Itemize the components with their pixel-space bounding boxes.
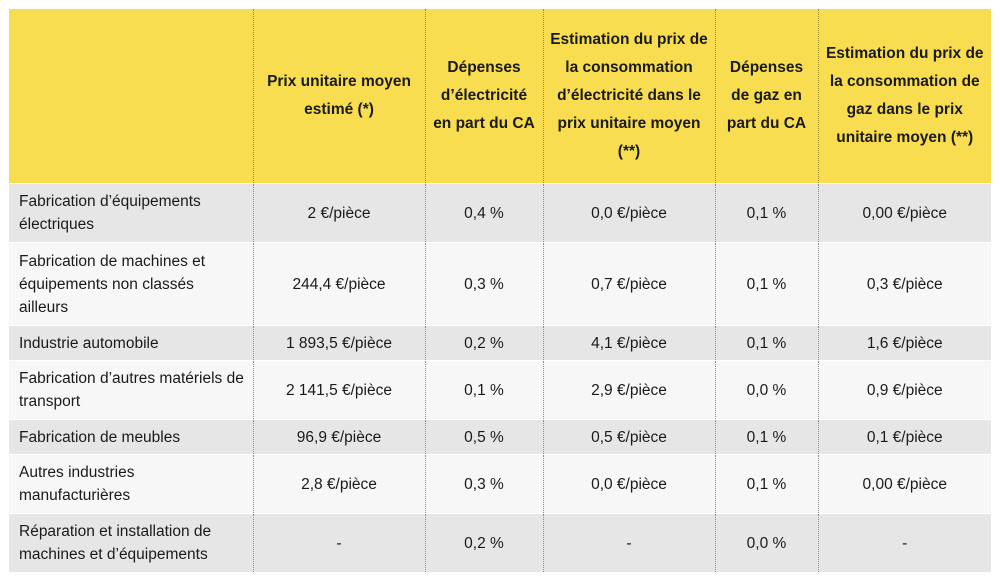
- gas-cost-cell: 1,6 €/pièce: [818, 326, 991, 361]
- unit-price-cell: 1 893,5 €/pièce: [253, 326, 425, 361]
- gas-cost-cell: 0,1 €/pièce: [818, 420, 991, 455]
- electricity-cost-cell: 0,0 €/pièce: [543, 184, 715, 243]
- header-cell-gas-share: Dépenses de gaz en part du CA: [715, 9, 818, 184]
- data-table: [9, 9, 991, 572]
- electricity-share-cell: 0,3 %: [425, 455, 543, 514]
- electricity-share-cell: 0,4 %: [425, 184, 543, 243]
- header-cell-electricity-share: Dépenses d’électricité en part du CA: [425, 9, 543, 184]
- unit-price-cell: 96,9 €/pièce: [253, 420, 425, 455]
- row-sector-label: Autres industries manufacturières: [9, 455, 253, 514]
- gas-share-cell: 0,1 %: [715, 243, 818, 326]
- electricity-cost-cell: 4,1 €/pièce: [543, 326, 715, 361]
- gas-share-cell: 0,0 %: [715, 361, 818, 420]
- electricity-cost-cell: -: [543, 514, 715, 573]
- header-cell-gas-cost: Estimation du prix de la consommation de gaz dans le prix unitaire moyen (**): [818, 9, 991, 184]
- gas-share-cell: 0,1 %: [715, 326, 818, 361]
- header-row: [9, 9, 991, 184]
- row-sector-label: Industrie automobile: [9, 326, 253, 361]
- unit-price-cell: 2 141,5 €/pièce: [253, 361, 425, 420]
- row-sector-label: Fabrication d’équipements électriques: [9, 184, 253, 243]
- gas-cost-cell: 0,9 €/pièce: [818, 361, 991, 420]
- table-row: [9, 514, 991, 573]
- electricity-share-cell: 0,2 %: [425, 514, 543, 573]
- gas-cost-cell: 0,00 €/pièce: [818, 455, 991, 514]
- electricity-cost-cell: 0,7 €/pièce: [543, 243, 715, 326]
- header-cell-electricity-cost: Estimation du prix de la consommation d’électricité dans le prix unitaire moyen (**): [543, 9, 715, 184]
- gas-cost-cell: 0,3 €/pièce: [818, 243, 991, 326]
- gas-share-cell: 0,0 %: [715, 514, 818, 573]
- electricity-share-cell: 0,2 %: [425, 326, 543, 361]
- table-row: [9, 326, 991, 361]
- electricity-cost-cell: 0,0 €/pièce: [543, 455, 715, 514]
- gas-cost-cell: -: [818, 514, 991, 573]
- header-cell-sector: [9, 9, 253, 184]
- table-row: [9, 184, 991, 243]
- unit-price-cell: -: [253, 514, 425, 573]
- gas-share-cell: 0,1 %: [715, 420, 818, 455]
- header-cell-unit-price: Prix unitaire moyen estimé (*): [253, 9, 425, 184]
- row-sector-label: Fabrication de meubles: [9, 420, 253, 455]
- unit-price-cell: 244,4 €/pièce: [253, 243, 425, 326]
- table-row: [9, 420, 991, 455]
- row-sector-label: Réparation et installation de machines et d’équipements: [9, 514, 253, 573]
- row-sector-label: Fabrication de machines et équipements non classés ailleurs: [9, 243, 253, 326]
- table-row: [9, 455, 991, 514]
- data-table-container: [9, 9, 991, 572]
- gas-share-cell: 0,1 %: [715, 455, 818, 514]
- unit-price-cell: 2,8 €/pièce: [253, 455, 425, 514]
- electricity-share-cell: 0,3 %: [425, 243, 543, 326]
- unit-price-cell: 2 €/pièce: [253, 184, 425, 243]
- gas-cost-cell: 0,00 €/pièce: [818, 184, 991, 243]
- gas-share-cell: 0,1 %: [715, 184, 818, 243]
- table-row: [9, 361, 991, 420]
- electricity-cost-cell: 0,5 €/pièce: [543, 420, 715, 455]
- electricity-cost-cell: 2,9 €/pièce: [543, 361, 715, 420]
- row-sector-label: Fabrication d’autres matériels de transport: [9, 361, 253, 420]
- table-row: [9, 243, 991, 326]
- electricity-share-cell: 0,5 %: [425, 420, 543, 455]
- electricity-share-cell: 0,1 %: [425, 361, 543, 420]
